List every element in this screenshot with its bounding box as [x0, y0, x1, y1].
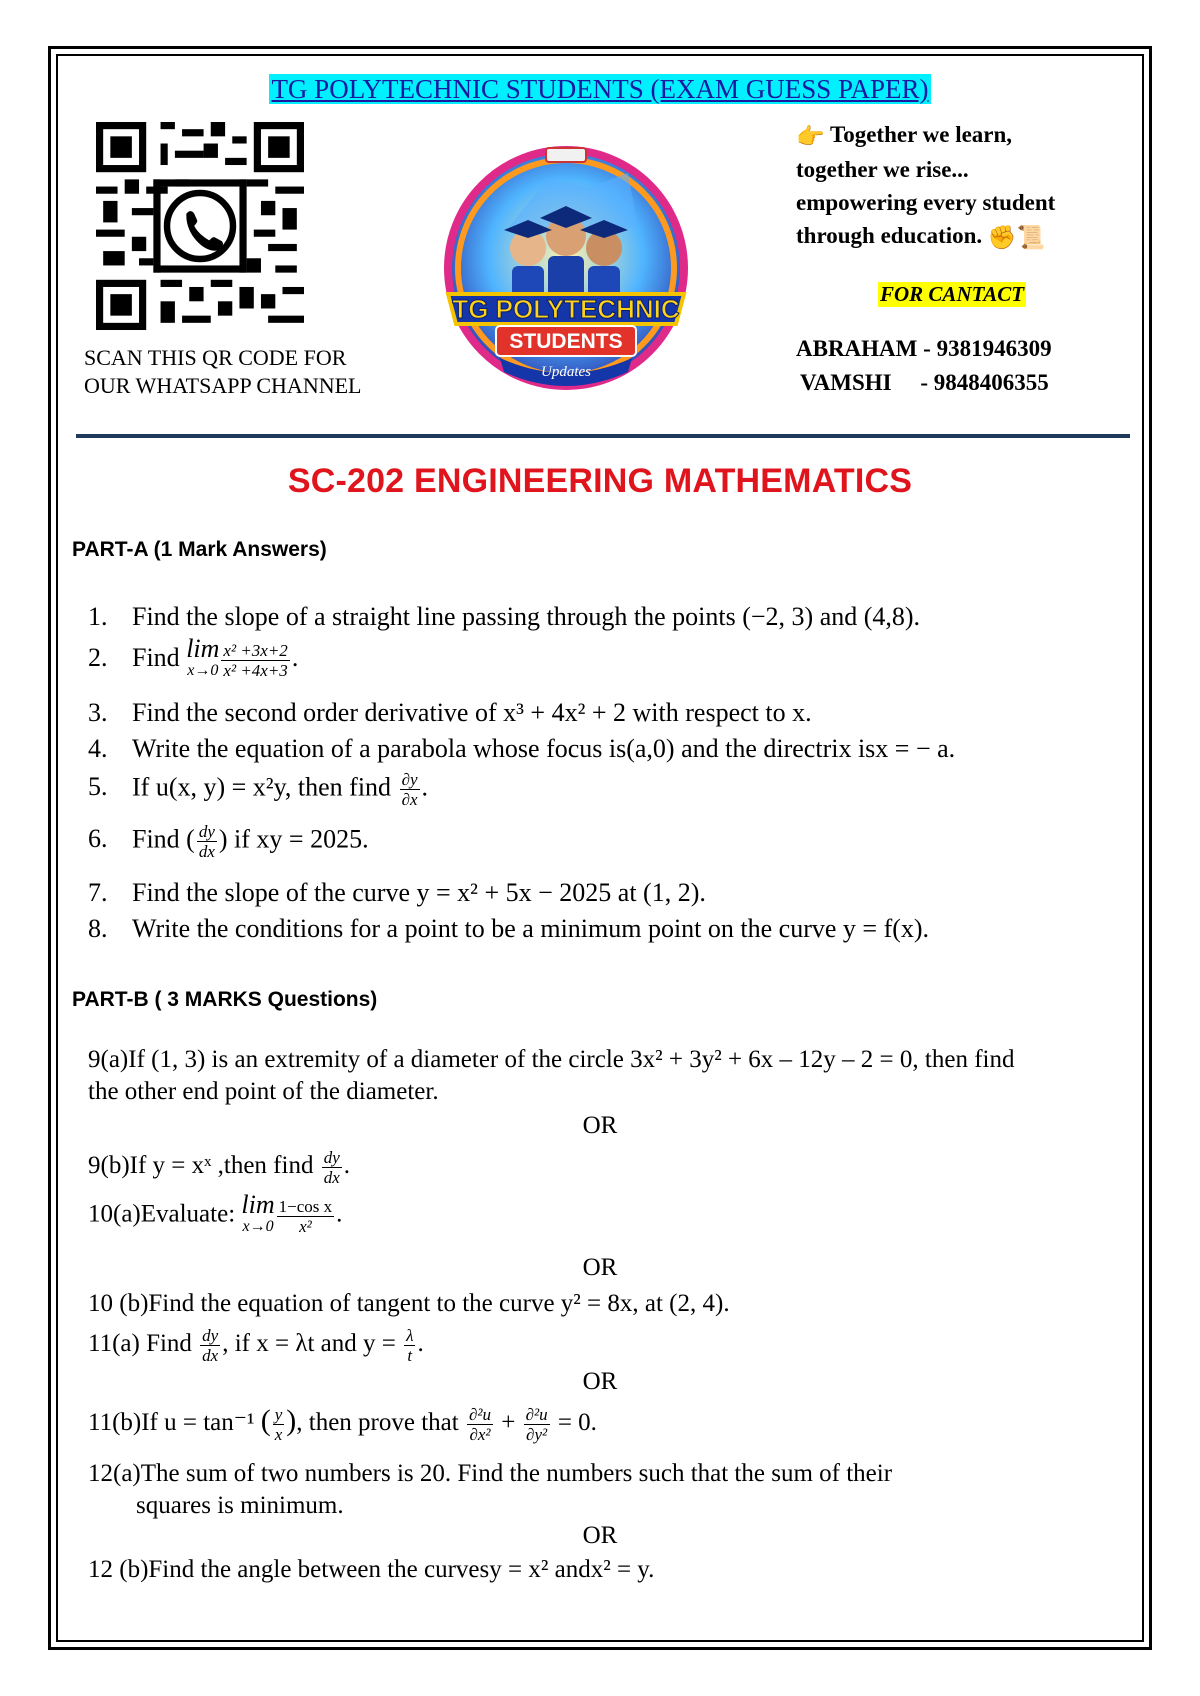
- limit-subscript: x→0: [187, 662, 219, 679]
- whatsapp-qr-code-icon[interactable]: [96, 122, 304, 330]
- question-number: 1.: [88, 602, 108, 631]
- question-text: If u(x, y) = x²y, then find: [132, 772, 398, 802]
- or-separator: OR: [582, 1522, 618, 1549]
- fraction: [404, 1326, 415, 1365]
- question-text: .: [417, 1330, 424, 1358]
- question-12a-line-1: 12(a)The sum of two numbers is 20. Find the numbers such that the sum of their: [88, 1460, 893, 1487]
- fraction-numerator: λ: [406, 1326, 414, 1345]
- question-9a-line-2: the other end point of the diameter.: [88, 1078, 439, 1105]
- question-3: [88, 698, 812, 728]
- question-number: 2.: [88, 642, 108, 672]
- question-7: [88, 878, 706, 908]
- contact-label: FOR CANTACT: [880, 282, 1025, 306]
- paren-open: (: [260, 1404, 271, 1437]
- page-title: SC-202 ENGINEERING MATHEMATICS: [287, 462, 913, 500]
- question-12a-line-2: squares is minimum.: [136, 1492, 344, 1519]
- question-text: Write the equation of a parabola whose focus is(a,0) and the directrix isx = − a.: [132, 734, 956, 763]
- tg-polytechnic-logo: [438, 118, 694, 400]
- motto-line-3: empowering every student: [796, 190, 1056, 215]
- limit-word: lim: [186, 634, 220, 663]
- fraction: [277, 1197, 335, 1236]
- limit-word: lim: [241, 1190, 275, 1219]
- contact-row-2: [800, 370, 1049, 396]
- question-2: [88, 634, 299, 682]
- question-number: 3.: [88, 698, 108, 727]
- question-text: Write the conditions for a point to be a minimum point on the curve y = f(x).: [132, 914, 930, 943]
- fraction-numerator: y: [274, 1404, 283, 1424]
- question-text: , then prove that: [296, 1409, 465, 1436]
- logo-text-1: TG POLYTECHNIC: [452, 294, 680, 324]
- motto-text-4: through education.: [796, 223, 983, 248]
- limit-expression: [186, 634, 220, 682]
- fraction-denominator: dx: [198, 842, 215, 861]
- question-text: .: [336, 1200, 343, 1228]
- fraction: [221, 641, 289, 680]
- fraction: [197, 822, 217, 861]
- question-11b: [88, 1404, 597, 1444]
- question-8: [88, 914, 929, 944]
- fraction-denominator: ∂y²: [526, 1424, 548, 1444]
- question-text: ) if xy = 2025.: [218, 824, 369, 854]
- fraction-denominator: t: [407, 1346, 413, 1365]
- contact-phone[interactable]: 9381946309: [936, 336, 1052, 361]
- question-number: 4.: [88, 734, 108, 763]
- scroll-icon: 📜: [1016, 225, 1046, 250]
- question-text: , if x = λt and y =: [222, 1330, 403, 1358]
- question-1: [88, 602, 920, 632]
- raised-fist-icon: ✊: [987, 225, 1017, 250]
- contact-name: ABRAHAM: [796, 336, 918, 361]
- question-text: 11(b)If u = tan⁻¹: [88, 1409, 261, 1436]
- question-text: Find the slope of a straight line passing through the points (−2, 3) and (4,8).: [132, 602, 921, 631]
- question-text: Find (: [132, 824, 195, 854]
- question-text: Find the slope of the curve y = x² + 5x − 2025 at (1, 2).: [132, 878, 706, 907]
- header-banner: [0, 74, 1200, 105]
- contact-name: VAMSHI: [800, 370, 892, 395]
- question-text: Find the second order derivative of x³ + 4x² + 2 with respect to x.: [132, 698, 812, 727]
- fraction: [200, 1326, 220, 1365]
- question-text: 9(b)If y = xˣ ,then find: [88, 1152, 320, 1180]
- question-11a: [88, 1326, 424, 1365]
- fraction-numerator: ∂²u: [468, 1404, 491, 1424]
- question-text: .: [343, 1152, 350, 1180]
- question-text: Find: [132, 642, 187, 672]
- logo-text-3: Updates: [541, 364, 591, 380]
- fraction-numerator: 1−cos x: [278, 1196, 333, 1216]
- fraction-denominator: ∂x: [401, 790, 418, 809]
- fraction-denominator: dx: [202, 1346, 219, 1365]
- or-separator: OR: [582, 1368, 618, 1395]
- banner-text: TG POLYTECHNIC STUDENTS (EXAM GUESS PAPER): [271, 74, 929, 104]
- fraction-denominator: x²: [299, 1216, 312, 1236]
- contact-sep: -: [920, 370, 929, 395]
- question-9a-line-1: 9(a)If (1, 3) is an extremity of a diameter of the circle 3x² + 3y² + 6x – 12y – 2 = 0, then find: [88, 1046, 1015, 1073]
- question-text: = 0.: [551, 1409, 597, 1436]
- motto-line-1: [796, 118, 1136, 153]
- motto-line-4: [796, 219, 1136, 254]
- question-5: [88, 770, 428, 809]
- or-separator: OR: [582, 1112, 618, 1139]
- contact-sep: -: [923, 336, 931, 361]
- question-12b: 12 (b)Find the angle between the curvesy = x² andx² = y.: [88, 1556, 655, 1583]
- question-text: 11(a) Find: [88, 1330, 199, 1358]
- fraction: [322, 1148, 342, 1187]
- fraction-numerator: ∂²u: [525, 1404, 548, 1424]
- limit-subscript: x→0: [242, 1218, 274, 1235]
- question-4: [88, 734, 955, 764]
- question-10b: 10 (b)Find the equation of tangent to the curve y² = 8x, at (2, 4).: [88, 1290, 730, 1317]
- part-b-heading: PART-B ( 3 MARKS Questions): [72, 988, 378, 1011]
- fraction-numerator: dy: [323, 1148, 340, 1167]
- question-10a: [88, 1190, 343, 1238]
- logo-text-2: STUDENTS: [509, 330, 623, 353]
- contact-phone[interactable]: 9848406355: [933, 370, 1049, 395]
- question-6: [88, 822, 369, 861]
- paren-close: ): [286, 1404, 297, 1437]
- question-9b: [88, 1148, 350, 1187]
- question-number: 5.: [88, 772, 108, 802]
- fraction-denominator: dx: [323, 1168, 340, 1187]
- fraction-numerator: ∂y: [401, 770, 418, 789]
- question-number: 8.: [88, 914, 108, 943]
- question-text: .: [291, 642, 299, 672]
- fraction: [467, 1405, 493, 1444]
- fraction-numerator: dy: [202, 1326, 219, 1345]
- motto-line-2: together we rise...: [796, 157, 969, 182]
- fraction-numerator: dy: [198, 822, 215, 841]
- fraction-denominator: x: [274, 1424, 283, 1444]
- fraction-numerator: x² +3x+2: [223, 640, 288, 660]
- or-separator: OR: [582, 1254, 618, 1281]
- part-a-heading: PART-A (1 Mark Answers): [72, 538, 327, 561]
- question-text: 10(a)Evaluate:: [88, 1200, 242, 1228]
- question-number: 6.: [88, 824, 108, 854]
- question-text: .: [421, 772, 429, 802]
- motto: [796, 118, 1136, 254]
- limit-expression: [241, 1190, 275, 1238]
- header-divider: [76, 434, 1130, 438]
- fraction: [400, 770, 420, 809]
- fraction: [524, 1405, 550, 1444]
- qr-caption: [84, 344, 361, 400]
- question-number: 7.: [88, 878, 108, 907]
- qr-caption-line1: SCAN THIS QR CODE FOR: [84, 345, 347, 370]
- fraction-denominator: x² +4x+3: [223, 660, 288, 680]
- motto-text-1: Together we learn,: [829, 122, 1013, 147]
- pointing-hand-icon: 👉: [796, 124, 825, 149]
- fraction-denominator: ∂x²: [469, 1424, 491, 1444]
- qr-caption-line2: OUR WHATSAPP CHANNEL: [84, 373, 362, 398]
- contact-row-1: [796, 336, 1052, 362]
- fraction: [273, 1405, 285, 1444]
- question-text: +: [494, 1409, 522, 1436]
